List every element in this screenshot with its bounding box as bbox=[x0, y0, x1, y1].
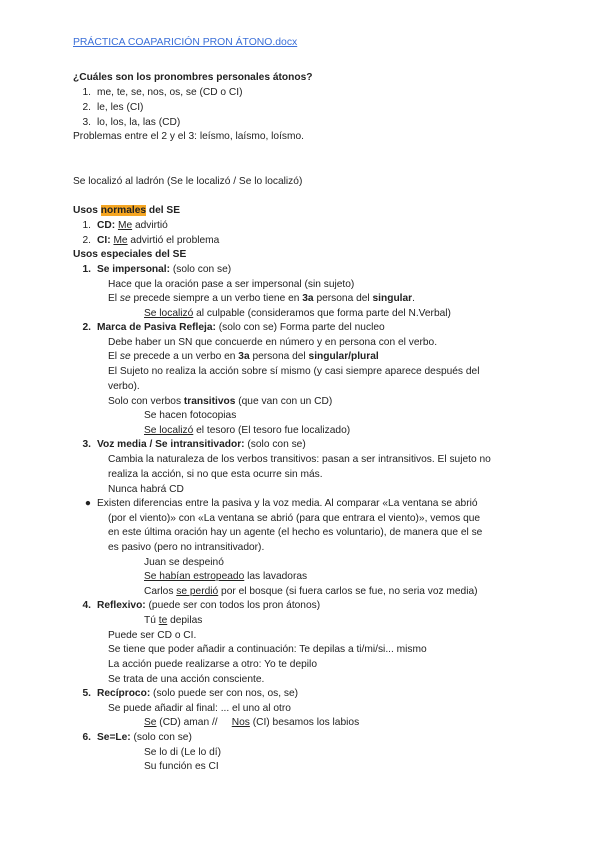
list-item: 1. CD: Me advirtió bbox=[82, 220, 168, 231]
body-text: El se precede a un verbo en 3a persona del singular/plural bbox=[108, 351, 379, 362]
body-text: Hace que la oración pase a ser impersonal (sin sujeto) bbox=[108, 279, 355, 290]
bullet-icon: ● bbox=[84, 498, 91, 509]
document-title-link[interactable]: PRÁCTICA COAPARICIÓN PRON ÁTONO.docx bbox=[73, 37, 298, 48]
example-line: Se hacen fotocopias bbox=[144, 410, 237, 421]
section-se-impersonal: 1. Se impersonal: (solo con se) bbox=[82, 264, 232, 275]
body-text: realiza la acción, si no que esta ocurre sin más. bbox=[108, 469, 323, 480]
list-item: 2. CI: Me advirtió el problema bbox=[82, 235, 220, 246]
list-item: 2. le, les (CI) bbox=[82, 102, 144, 113]
example-line: Se (CD) aman // Nos (CI) besamos los labios bbox=[144, 717, 360, 728]
body-text: Solo con verbos transitivos (que van con un CD) bbox=[108, 396, 333, 407]
example-line: Se habían estropeado las lavadoras bbox=[144, 571, 308, 582]
body-text: Se trata de una acción consciente. bbox=[108, 674, 265, 685]
body-text: Se puede añadir al final: ... el uno al otro bbox=[108, 703, 291, 714]
section-reciproco: 5. Recíproco: (solo puede ser con nos, os, se) bbox=[82, 688, 299, 699]
body-text: El se precede siempre a un verbo tiene en 3a persona del singular. bbox=[108, 293, 415, 304]
question-heading: ¿Cuáles son los pronombres personales átonos? bbox=[73, 72, 313, 83]
body-text: Cambia la naturaleza de los verbos transitivos: pasan a ser intransitivos. El sujeto no bbox=[108, 454, 491, 465]
bullet-item: ● Existen diferencias entre la pasiva y la voz media. Al comparar «La ventana se abrió bbox=[73, 497, 478, 512]
body-text: Nunca habrá CD bbox=[108, 484, 184, 495]
body-text: en este última oración hay un agente (el hecho es voluntario), de manera que el se bbox=[108, 527, 483, 538]
body-text: es pasivo (pero no intransitivador). bbox=[108, 542, 265, 553]
usos-normales-heading: Usos normales del SE bbox=[73, 205, 181, 216]
example-line: Carlos se perdió por el bosque (si fuera carlos se fue, no seria voz media) bbox=[144, 586, 478, 597]
usos-especiales-heading: Usos especiales del SE bbox=[73, 249, 187, 260]
section-voz-media: 3. Voz media / Se intransitivador: (solo con se) bbox=[82, 439, 306, 450]
body-text: Debe haber un SN que concuerde en número y en persona con el verbo. bbox=[108, 337, 438, 348]
example-line: Se localizó al culpable (consideramos que forma parte del N.Verbal) bbox=[144, 308, 451, 319]
body-text: El Sujeto no realiza la acción sobre sí mismo (y casi siempre aparece después del bbox=[108, 366, 480, 377]
body-text: La acción puede realizarse a otro: Yo te depilo bbox=[108, 659, 317, 670]
section-reflexivo: 4. Reflexivo: (puede ser con todos los pron átonos) bbox=[82, 600, 321, 611]
example-line: Tú te depilas bbox=[144, 615, 203, 626]
example-text: Se localizó al ladrón (Se le localizó / Se lo localizó) bbox=[73, 176, 303, 187]
body-text: Se tiene que poder añadir a continuación: Te depilas a ti/mi/si... mismo bbox=[108, 644, 427, 655]
body-text: (por el viento)» con «La ventana se abrió (para que entrara el viento)», vemos que bbox=[108, 513, 481, 524]
body-text: verbo). bbox=[108, 381, 140, 392]
section-pasiva-refleja: 2. Marca de Pasiva Refleja: (solo con se) Forma parte del nucleo bbox=[82, 322, 385, 333]
example-line: Su función es CI bbox=[144, 761, 219, 772]
list-item: 1. me, te, se, nos, os, se (CD o CI) bbox=[82, 87, 243, 98]
example-line: Se lo di (Le lo dí) bbox=[144, 747, 222, 758]
body-text: Puede ser CD o CI. bbox=[108, 630, 197, 641]
section-se-le: 6. Se=Le: (solo con se) bbox=[82, 732, 192, 743]
problems-text: Problemas entre el 2 y el 3: leísmo, laísmo, loísmo. bbox=[73, 131, 305, 142]
example-line: Se localizó el tesoro (El tesoro fue localizado) bbox=[144, 425, 351, 436]
list-item: 3. lo, los, la, las (CD) bbox=[82, 117, 181, 128]
example-line: Juan se despeinó bbox=[144, 557, 224, 568]
